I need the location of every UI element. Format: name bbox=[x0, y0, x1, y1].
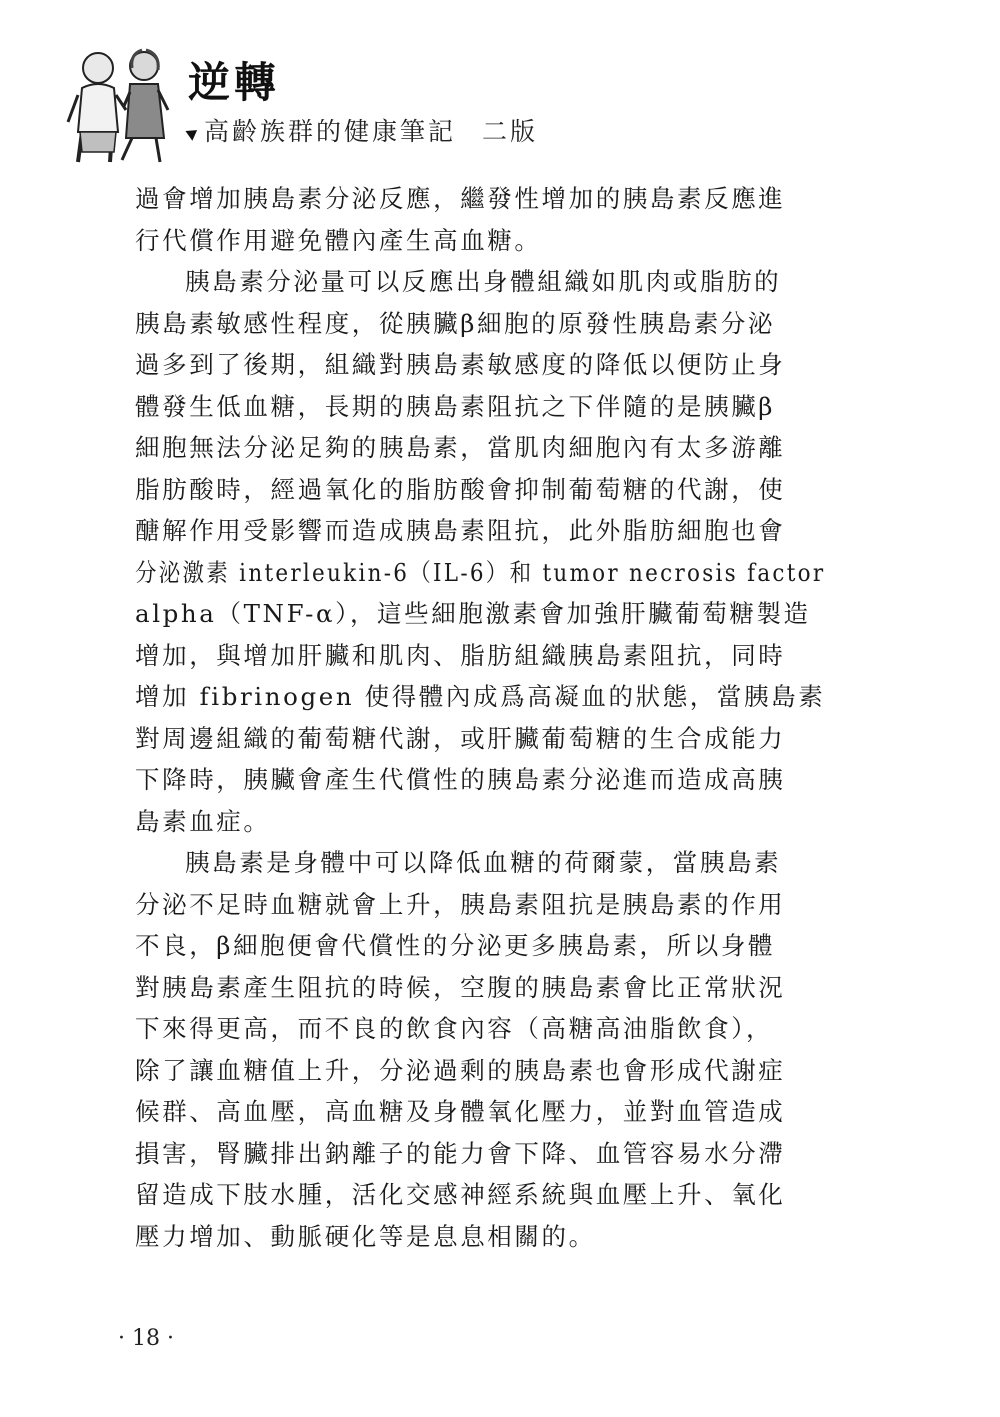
page-number: · 18 · bbox=[118, 1326, 174, 1351]
text-line: 不良，β細胞便會代償性的分泌更多胰島素，所以身體 bbox=[135, 931, 776, 960]
text-line: 下降時，胰臟會產生代償性的胰島素分泌進而造成高胰 bbox=[135, 765, 786, 794]
text-line: 細胞無法分泌足夠的胰島素，當肌肉細胞內有太多游離 bbox=[135, 433, 786, 462]
text-line: 對胰島素產生阻抗的時候，空腹的胰島素會比正常狀況 bbox=[135, 972, 786, 1002]
text-line: 胰島素敏感性程度，從胰臟β細胞的原發性胰島素分泌 bbox=[135, 308, 776, 338]
text-line: 體發生低血糖，長期的胰島素阻抗之下伴隨的是胰臟β bbox=[135, 391, 776, 421]
text-line: 除了讓血糖值上升，分泌過剩的胰島素也會形成代謝症 bbox=[135, 1055, 786, 1085]
text-line: 損害，腎臟排出鈉離子的能力會下降、血管容易水分滯 bbox=[135, 1138, 786, 1168]
text-line: 壓力增加、動脈硬化等是息息相關的。 bbox=[135, 1221, 596, 1251]
text-line: 下來得更高，而不良的飲食內容（高糖高油脂飲食）， bbox=[135, 1014, 774, 1043]
text-line: alpha（TNF-α），這些細胞激素會加強肝臟葡萄糖製造 bbox=[135, 599, 811, 628]
edition-label: 二版 bbox=[482, 117, 539, 146]
text-line: 醣解作用受影響而造成胰島素阻抗，此外脂肪細胞也會 bbox=[135, 516, 786, 545]
elderly-couple-illustration bbox=[60, 40, 180, 165]
text-line: 胰島素是身體中可以降低血糖的荷爾蒙，當胰島素 bbox=[185, 848, 782, 877]
text-line: 島素血症。 bbox=[135, 806, 271, 836]
book-subtitle bbox=[188, 112, 538, 148]
paragraph bbox=[135, 261, 825, 842]
text-line: 候群、高血壓，高血糖及身體氧化壓力，並對血管造成 bbox=[135, 1097, 786, 1126]
text-line: 留造成下肢水腫，活化交感神經系統與血壓上升、氧化 bbox=[135, 1180, 786, 1209]
text-line: 增加，與增加肝臟和肌肉、脂肪組織胰島素阻抗，同時 bbox=[135, 640, 786, 670]
text-line: 脂肪酸時，經過氧化的脂肪酸會抑制葡萄糖的代謝，使 bbox=[135, 474, 786, 504]
text-line: 對周邊組織的葡萄糖代謝，或肝臟葡萄糖的生合成能力 bbox=[135, 723, 786, 753]
body-text bbox=[135, 178, 825, 1257]
text-line: 增加 fibrinogen 使得體內成爲高凝血的狀態，當胰島素 bbox=[135, 682, 826, 711]
text-line: 分泌激素 interleukin-6（IL-6）和 tumor necrosis factor bbox=[135, 557, 826, 587]
paragraph bbox=[135, 842, 825, 1257]
subtitle-text: 高齡族群的健康筆記 bbox=[204, 117, 457, 146]
text-line: 分泌不足時血糖就會上升，胰島素阻抗是胰島素的作用 bbox=[135, 889, 786, 919]
text-line: 行代償作用避免體內產生高血糖。 bbox=[135, 225, 542, 255]
paragraph bbox=[135, 178, 825, 261]
text-line: 胰島素分泌量可以反應出身體組織如肌肉或脂肪的 bbox=[185, 267, 782, 296]
text-line: 過會增加胰島素分泌反應，繼發性增加的胰島素反應進 bbox=[135, 184, 786, 213]
book-title: 逆轉 bbox=[188, 58, 281, 107]
text-line: 過多到了後期，組織對胰島素敏感度的降低以便防止身 bbox=[135, 350, 786, 379]
book-header bbox=[60, 40, 620, 170]
arrow-icon bbox=[185, 125, 200, 141]
